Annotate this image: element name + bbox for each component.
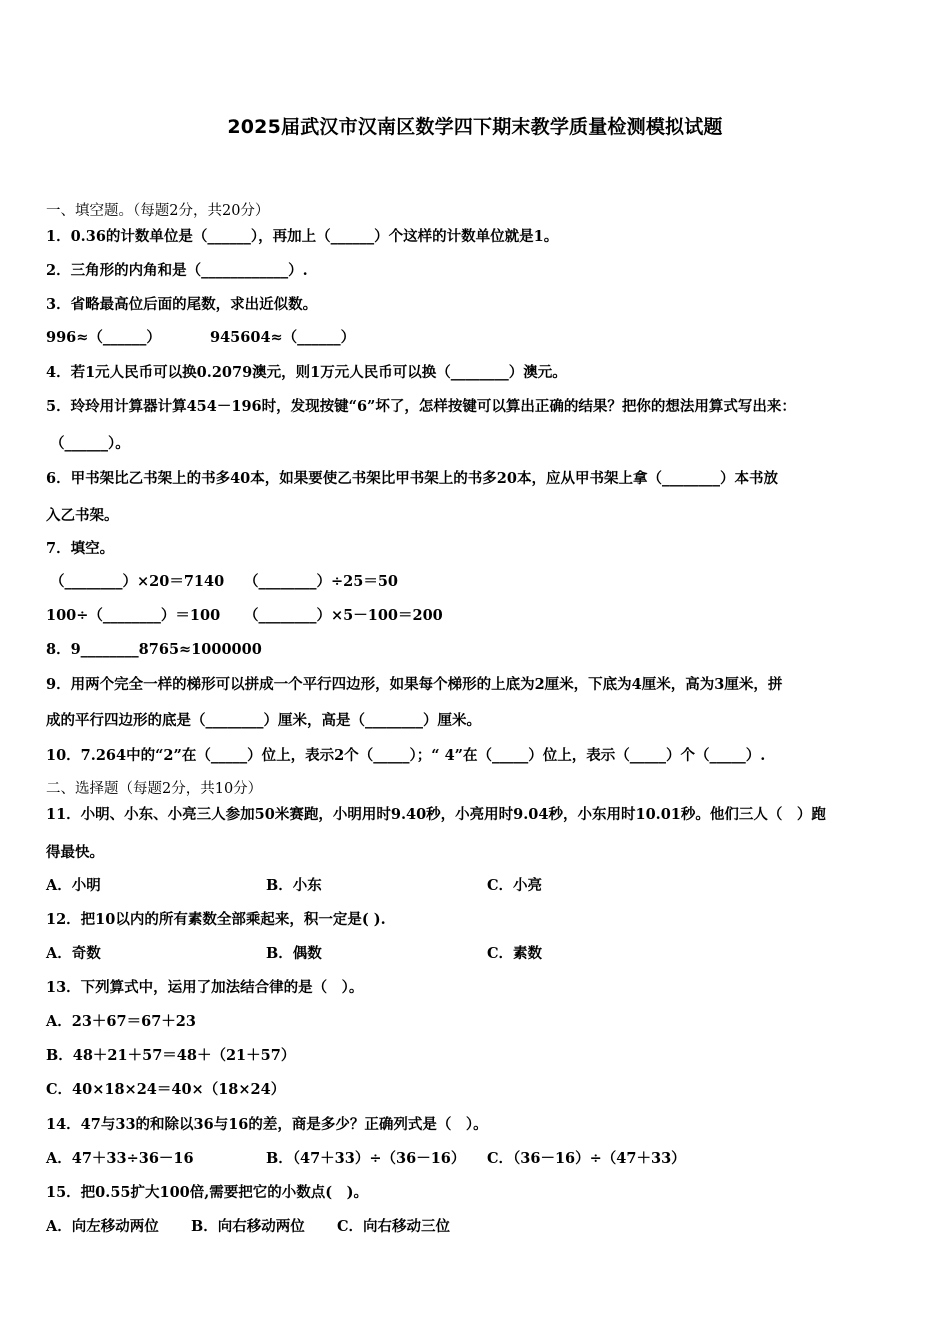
page-title: 2025届武汉市汉南区数学四下期末教学质量检测模拟试题 [227,116,723,138]
question-14-option-c: C．（36－16）÷（47＋33） [487,1150,686,1167]
question-8: 8．9________8765≈1000000 [46,641,262,658]
question-15-option-c: C．向右移动三位 [337,1218,451,1235]
question-7-part-a: （________）×20＝7140 [50,573,225,590]
question-9-line-2: 成的平行四边形的底是（________）厘米，高是（________）厘米。 [46,712,481,729]
question-11-line-2: 得最快。 [46,844,104,861]
question-12-option-b: B．偶数 [266,945,322,962]
question-12-option-a: A．奇数 [46,945,101,962]
question-14: 14．47与33的和除以36与16的差，商是多少？正确列式是（ ）。 [46,1116,488,1133]
question-15-option-b: B．向右移动两位 [191,1218,305,1235]
question-3-part-b: 945604≈（______） [210,329,356,346]
question-7-part-b: （________）÷25＝50 [244,573,399,590]
question-1: 1．0.36的计数单位是（______），再加上（______）个这样的计数单位就是1。 [46,228,559,245]
question-10: 10．7.264中的“2”在（_____）位上，表示2个（_____）；“ 4”在（_____）位上，表示（_____）个（_____）. [46,747,766,764]
question-4: 4．若1元人民币可以换0.2079澳元，则1万元人民币可以换（________）澳元。 [46,364,567,381]
question-3: 3．省略最高位后面的尾数，求出近似数。 [46,296,318,313]
question-7-part-c: 100÷（________）＝100 [46,607,221,624]
question-11-option-a: A．小明 [46,877,101,894]
question-11-option-c: C．小亮 [487,877,543,894]
question-12: 12．把10以内的所有素数全部乘起来，积一定是( ). [46,911,386,928]
question-7: 7．填空。 [46,540,115,557]
section-heading-fill-blank: 一、填空题。（每题2分，共20分） [46,203,270,219]
question-9-line-1: 9．用两个完全一样的梯形可以拼成一个平行四边形，如果每个梯形的上底为2厘米，下底为4厘米，高为3厘米，拼 [46,676,783,693]
question-13-option-c: C．40×18×24＝40×（18×24） [46,1081,286,1098]
question-5-line-2: （______）。 [50,435,130,452]
question-7-part-d: （________）×5－100＝200 [244,607,443,624]
question-15-option-a: A．向左移动两位 [46,1218,159,1235]
question-6-line-2: 入乙书架。 [46,507,119,524]
question-12-option-c: C．素数 [487,945,543,962]
question-3-part-a: 996≈（______） [46,329,161,346]
question-2: 2．三角形的内角和是（____________）. [46,262,308,279]
question-15: 15．把0.55扩大100倍,需要把它的小数点( )。 [46,1184,369,1201]
section-heading-choice: 二、选择题（每题2分，共10分） [46,781,263,797]
question-6-line-1: 6．甲书架比乙书架上的书多40本，如果要使乙书架比甲书架上的书多20本，应从甲书架上拿（________）本书放 [46,470,778,487]
question-13-option-a: A．23＋67＝67＋23 [46,1013,196,1030]
question-13: 13．下列算式中，运用了加法结合律的是（ ）。 [46,979,364,996]
question-14-option-b: B．（47＋33）÷（36－16） [266,1150,466,1167]
question-11-option-b: B．小东 [266,877,322,894]
question-14-option-a: A．47＋33÷36－16 [46,1150,194,1167]
question-11-line-1: 11．小明、小东、小亮三人参加50米赛跑，小明用时9.40秒，小亮用时9.04秒，小东用时10.01秒。他们三人（ ）跑 [46,806,826,823]
question-5-line-1: 5．玲玲用计算器计算454－196时，发现按键“6”坏了，怎样按键可以算出正确的结果？把你的想法用算式写出来： [46,398,796,415]
question-13-option-b: B．48＋21＋57＝48＋（21＋57） [46,1047,296,1064]
